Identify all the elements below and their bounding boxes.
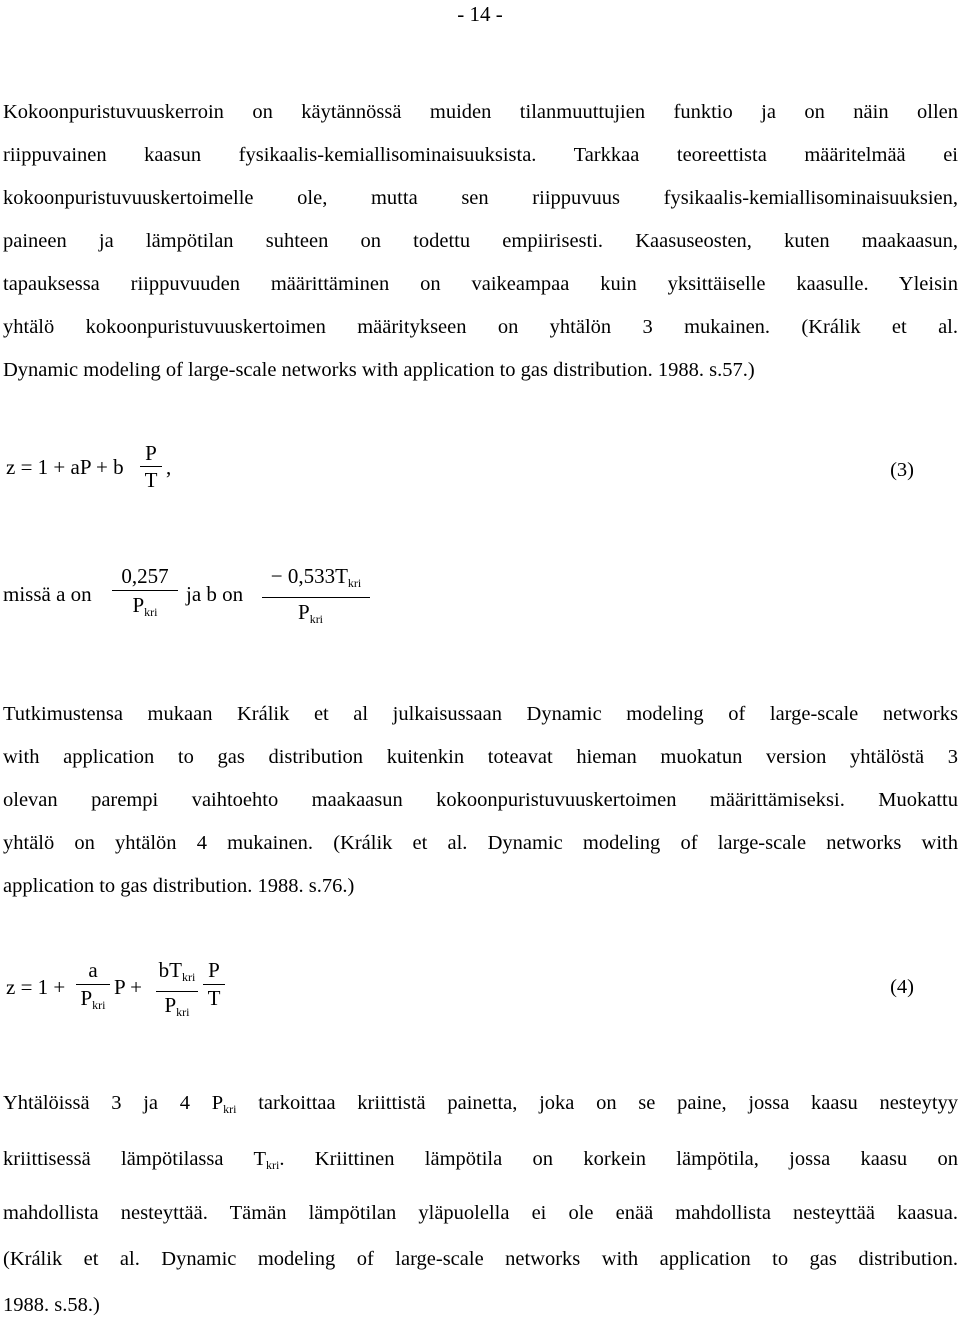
paragraph-line: riippuvainen kaasun fysikaalis-kemiallisominaisuuksista. Tarkkaa teoreettista määritelmää ei [3, 144, 958, 166]
paragraph-line [3, 1134, 958, 1190]
equation-4-mid: P + [114, 975, 142, 999]
p-subscript: kri [223, 1102, 237, 1116]
f1-den-symbol: P [80, 986, 93, 1010]
p3-line2-start: kriittisessä lämpötilassa [3, 1148, 224, 1170]
b-fraction [262, 562, 370, 633]
paragraph-line [3, 1078, 958, 1134]
paragraph-3 [3, 1078, 958, 1328]
definitions-prefix: missä a on [3, 582, 92, 606]
b-den-symbol: P [298, 600, 310, 624]
equation-4-lhs: z = 1 + [6, 975, 66, 999]
f2-num-text: bT [158, 958, 182, 982]
fraction-numerator: a [88, 958, 98, 982]
paragraph-line: application to gas distribution. 1988. s.76.) [3, 875, 355, 897]
a-den-subscript: kri [144, 605, 158, 619]
p-kri-symbol [212, 1092, 237, 1114]
a-denominator [112, 591, 178, 626]
b-denominator [262, 598, 370, 633]
p-symbol: P [211, 1092, 224, 1114]
fraction-numerator: P [208, 958, 220, 982]
fraction-denominator: T [207, 986, 221, 1010]
equation-4-fraction-3 [203, 957, 225, 1012]
b-numerator [262, 562, 370, 597]
b-num-subscript: kri [347, 576, 362, 590]
fraction-numerator: P [145, 441, 157, 465]
paragraph-line: Tutkimustensa mukaan Králik et al julkaisussaan Dynamic modeling of large-scale networks [3, 703, 958, 725]
paragraph-line: with application to gas distribution kuitenkin toteavat hieman muokatun version yhtälöstä 3 [3, 746, 958, 768]
paragraph-line: mahdollista nesteyttää. Tämän lämpötilan yläpuolella ei ole enää mahdollista nesteyttää kaasua. [3, 1202, 958, 1224]
equation-3-fraction [140, 440, 162, 493]
equation-4-number: (4) [890, 976, 914, 998]
f2-den-symbol: P [164, 993, 177, 1017]
fraction-denominator: T [144, 468, 158, 492]
definitions-middle: ja b on [186, 582, 244, 606]
paragraph-line: 1988. s.58.) [3, 1294, 100, 1316]
t-kri-symbol [253, 1148, 279, 1170]
paragraph-line: Kokoonpuristuvuuskerroin on käytännössä muiden tilanmuuttujien funktio ja on näin ollen [3, 101, 958, 123]
p3-line2-end: . Kriittinen lämpötila on korkein lämpötila, jossa kaasu on [279, 1148, 958, 1170]
paragraph-line: Dynamic modeling of large-scale networks with application to gas distribution. 1988. s.57.) [3, 359, 755, 381]
f1-den-subscript: kri [92, 998, 106, 1012]
paragraph-line: tapauksessa riippuvuuden määrittäminen on vaikeampaa kuin yksittäiselle kaasulle. Yleisin [3, 273, 958, 295]
a-numerator: 0,257 [121, 564, 169, 588]
fraction-numerator [156, 957, 198, 991]
paragraph-1 [3, 91, 958, 392]
paragraph-2 [3, 693, 958, 908]
equation-4-fraction-1 [76, 957, 110, 1019]
a-fraction [112, 562, 178, 626]
paragraph-line: kokoonpuristuvuuskertoimelle ole, mutta sen riippuvuus fysikaalis-kemiallisominaisuuksien, [3, 187, 958, 209]
page-number: - 14 - [457, 2, 503, 26]
fraction-denominator [76, 985, 110, 1019]
paragraph-line: yhtälö on yhtälön 4 mukainen. (Králik et al. Dynamic modeling of large-scale networks with [3, 832, 958, 854]
f2-num-subscript: kri [181, 970, 196, 984]
p3-line1-end: tarkoittaa kriittistä painetta, joka on se paine, jossa kaasu nesteytyy [258, 1092, 959, 1114]
t-subscript: kri [265, 1158, 280, 1172]
paragraph-line: (Králik et al. Dynamic modeling of large-scale networks with application to gas distribution. [3, 1248, 958, 1270]
paragraph-line: olevan parempi vaihtoehto maakaasun kokoonpuristuvuuskertoimen määrittämiseksi. Muokattu [3, 789, 958, 811]
paragraph-line: yhtälö kokoonpuristuvuuskertoimen määritykseen on yhtälön 3 mukainen. (Králik et al. [3, 316, 958, 338]
equation-3-lhs: z = 1 + aP + b [6, 455, 124, 479]
equation-4-fraction-2 [156, 957, 198, 1026]
a-den-symbol: P [132, 593, 145, 617]
equation-3-comma: , [166, 455, 172, 479]
b-den-subscript: kri [309, 612, 324, 626]
fraction-denominator [156, 992, 198, 1026]
p3-line1-start: Yhtälöissä 3 ja 4 [3, 1092, 190, 1114]
equation-3-number: (3) [890, 459, 914, 481]
f2-den-subscript: kri [176, 1005, 190, 1019]
paragraph-line: paineen ja lämpötilan suhteen on todettu empiirisesti. Kaasuseosten, kuten maakaasun, [3, 230, 958, 252]
b-num-text: − 0,533T [270, 564, 348, 588]
t-symbol: T [253, 1148, 266, 1170]
